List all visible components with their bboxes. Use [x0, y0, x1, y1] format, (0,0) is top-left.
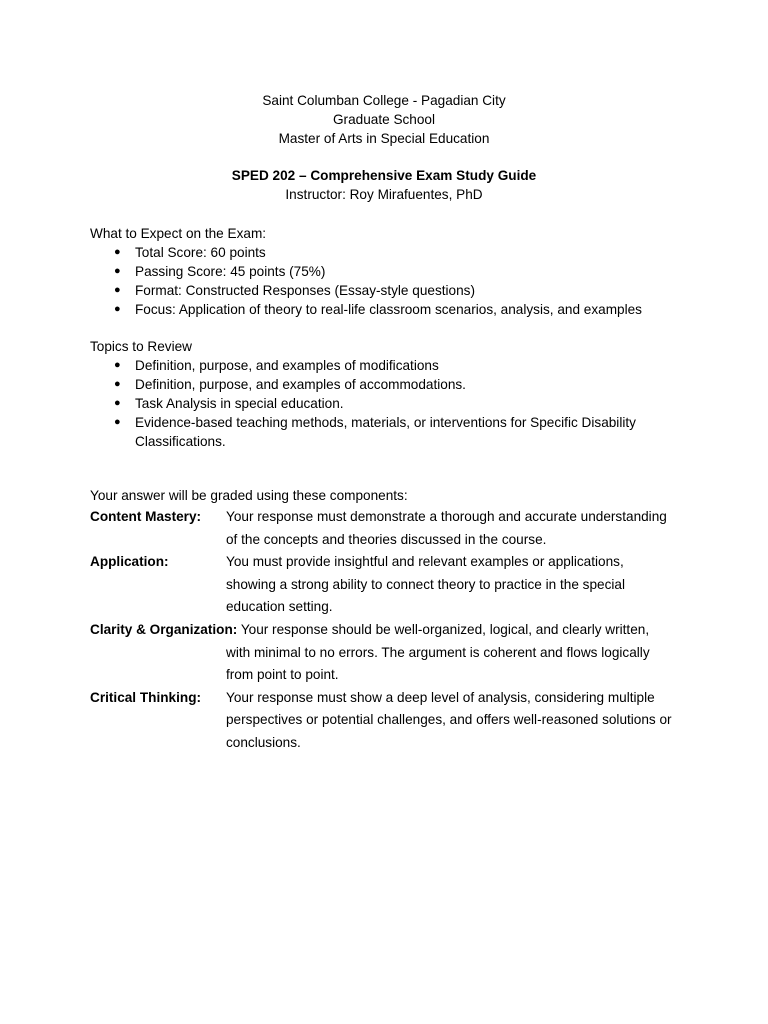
bullet-icon: ● [114, 378, 121, 390]
criterion-description: You must provide insightful and relevant examples or applications, showing a strong ability to connect theory to practice in the special education setting. [226, 554, 625, 615]
criterion-clarity-organization [90, 619, 690, 687]
list-item: ● Evidence-based teaching methods, materials, or interventions for Specific Disability Classifications. [114, 415, 636, 449]
criterion-label: Content Mastery: [90, 509, 202, 524]
bullet-icon: ● [114, 416, 121, 428]
criterion-label: Critical Thinking: [90, 689, 202, 705]
list-item: ● Task Analysis in special education. [114, 396, 344, 411]
list-item: ● Definition, purpose, and examples of modifications [114, 358, 439, 373]
bullet-icon: ● [114, 303, 121, 315]
criterion-label: Clarity & Organization: [90, 621, 238, 637]
list-item: ● Format: Constructed Responses (Essay-style questions) [114, 283, 475, 298]
criterion-description: Your response must show a deep level of analysis, considering multiple perspectives or potential challenges, and offers well-reasoned solutions or conclusions. [226, 689, 672, 750]
list-item: ● Total Score: 60 points [114, 245, 266, 260]
topics-section [90, 337, 690, 451]
program-name: Master of Arts in Special Education [278, 131, 490, 146]
topics-heading: Topics to Review [90, 339, 192, 354]
school-division: Graduate School [332, 112, 436, 127]
criterion-description-first-line: Your response should be well-organized, logical, and clearly written, [240, 621, 650, 637]
criterion-critical-thinking [90, 687, 690, 755]
criterion-description-rest: with minimal to no errors. The argument is coherent and flows logically from point to point. [226, 644, 650, 683]
criterion-label: Application: [90, 554, 169, 570]
document-header [0, 91, 768, 204]
bullet-icon: ● [114, 397, 121, 409]
list-item: ● Definition, purpose, and examples of accommodations. [114, 377, 466, 392]
expectations-heading: What to Expect on the Exam: [90, 226, 267, 241]
criterion-application [90, 551, 690, 619]
exam-expectations-section [90, 224, 690, 319]
bullet-icon: ● [114, 284, 121, 296]
bullet-icon: ● [114, 246, 121, 258]
bullet-icon: ● [114, 265, 121, 277]
criterion-description: Your response must demonstrate a thorough and accurate understanding of the concepts and theories discussed in the course. [226, 509, 667, 547]
document-title: SPED 202 – Comprehensive Exam Study Guide [231, 168, 537, 183]
list-item: ● Focus: Application of theory to real-life classroom scenarios, analysis, and examples [114, 302, 642, 317]
instructor-line: Instructor: Roy Mirafuentes, PhD [285, 187, 483, 202]
school-name: Saint Columban College - Pagadian City [262, 93, 506, 108]
grading-section [90, 486, 690, 755]
grading-intro: Your answer will be graded using these components: [90, 488, 408, 503]
topics-list [90, 356, 690, 451]
list-item: ● Passing Score: 45 points (75%) [114, 264, 326, 279]
expectations-list [90, 243, 690, 319]
bullet-icon: ● [114, 359, 121, 371]
criterion-content-mastery [90, 506, 690, 551]
